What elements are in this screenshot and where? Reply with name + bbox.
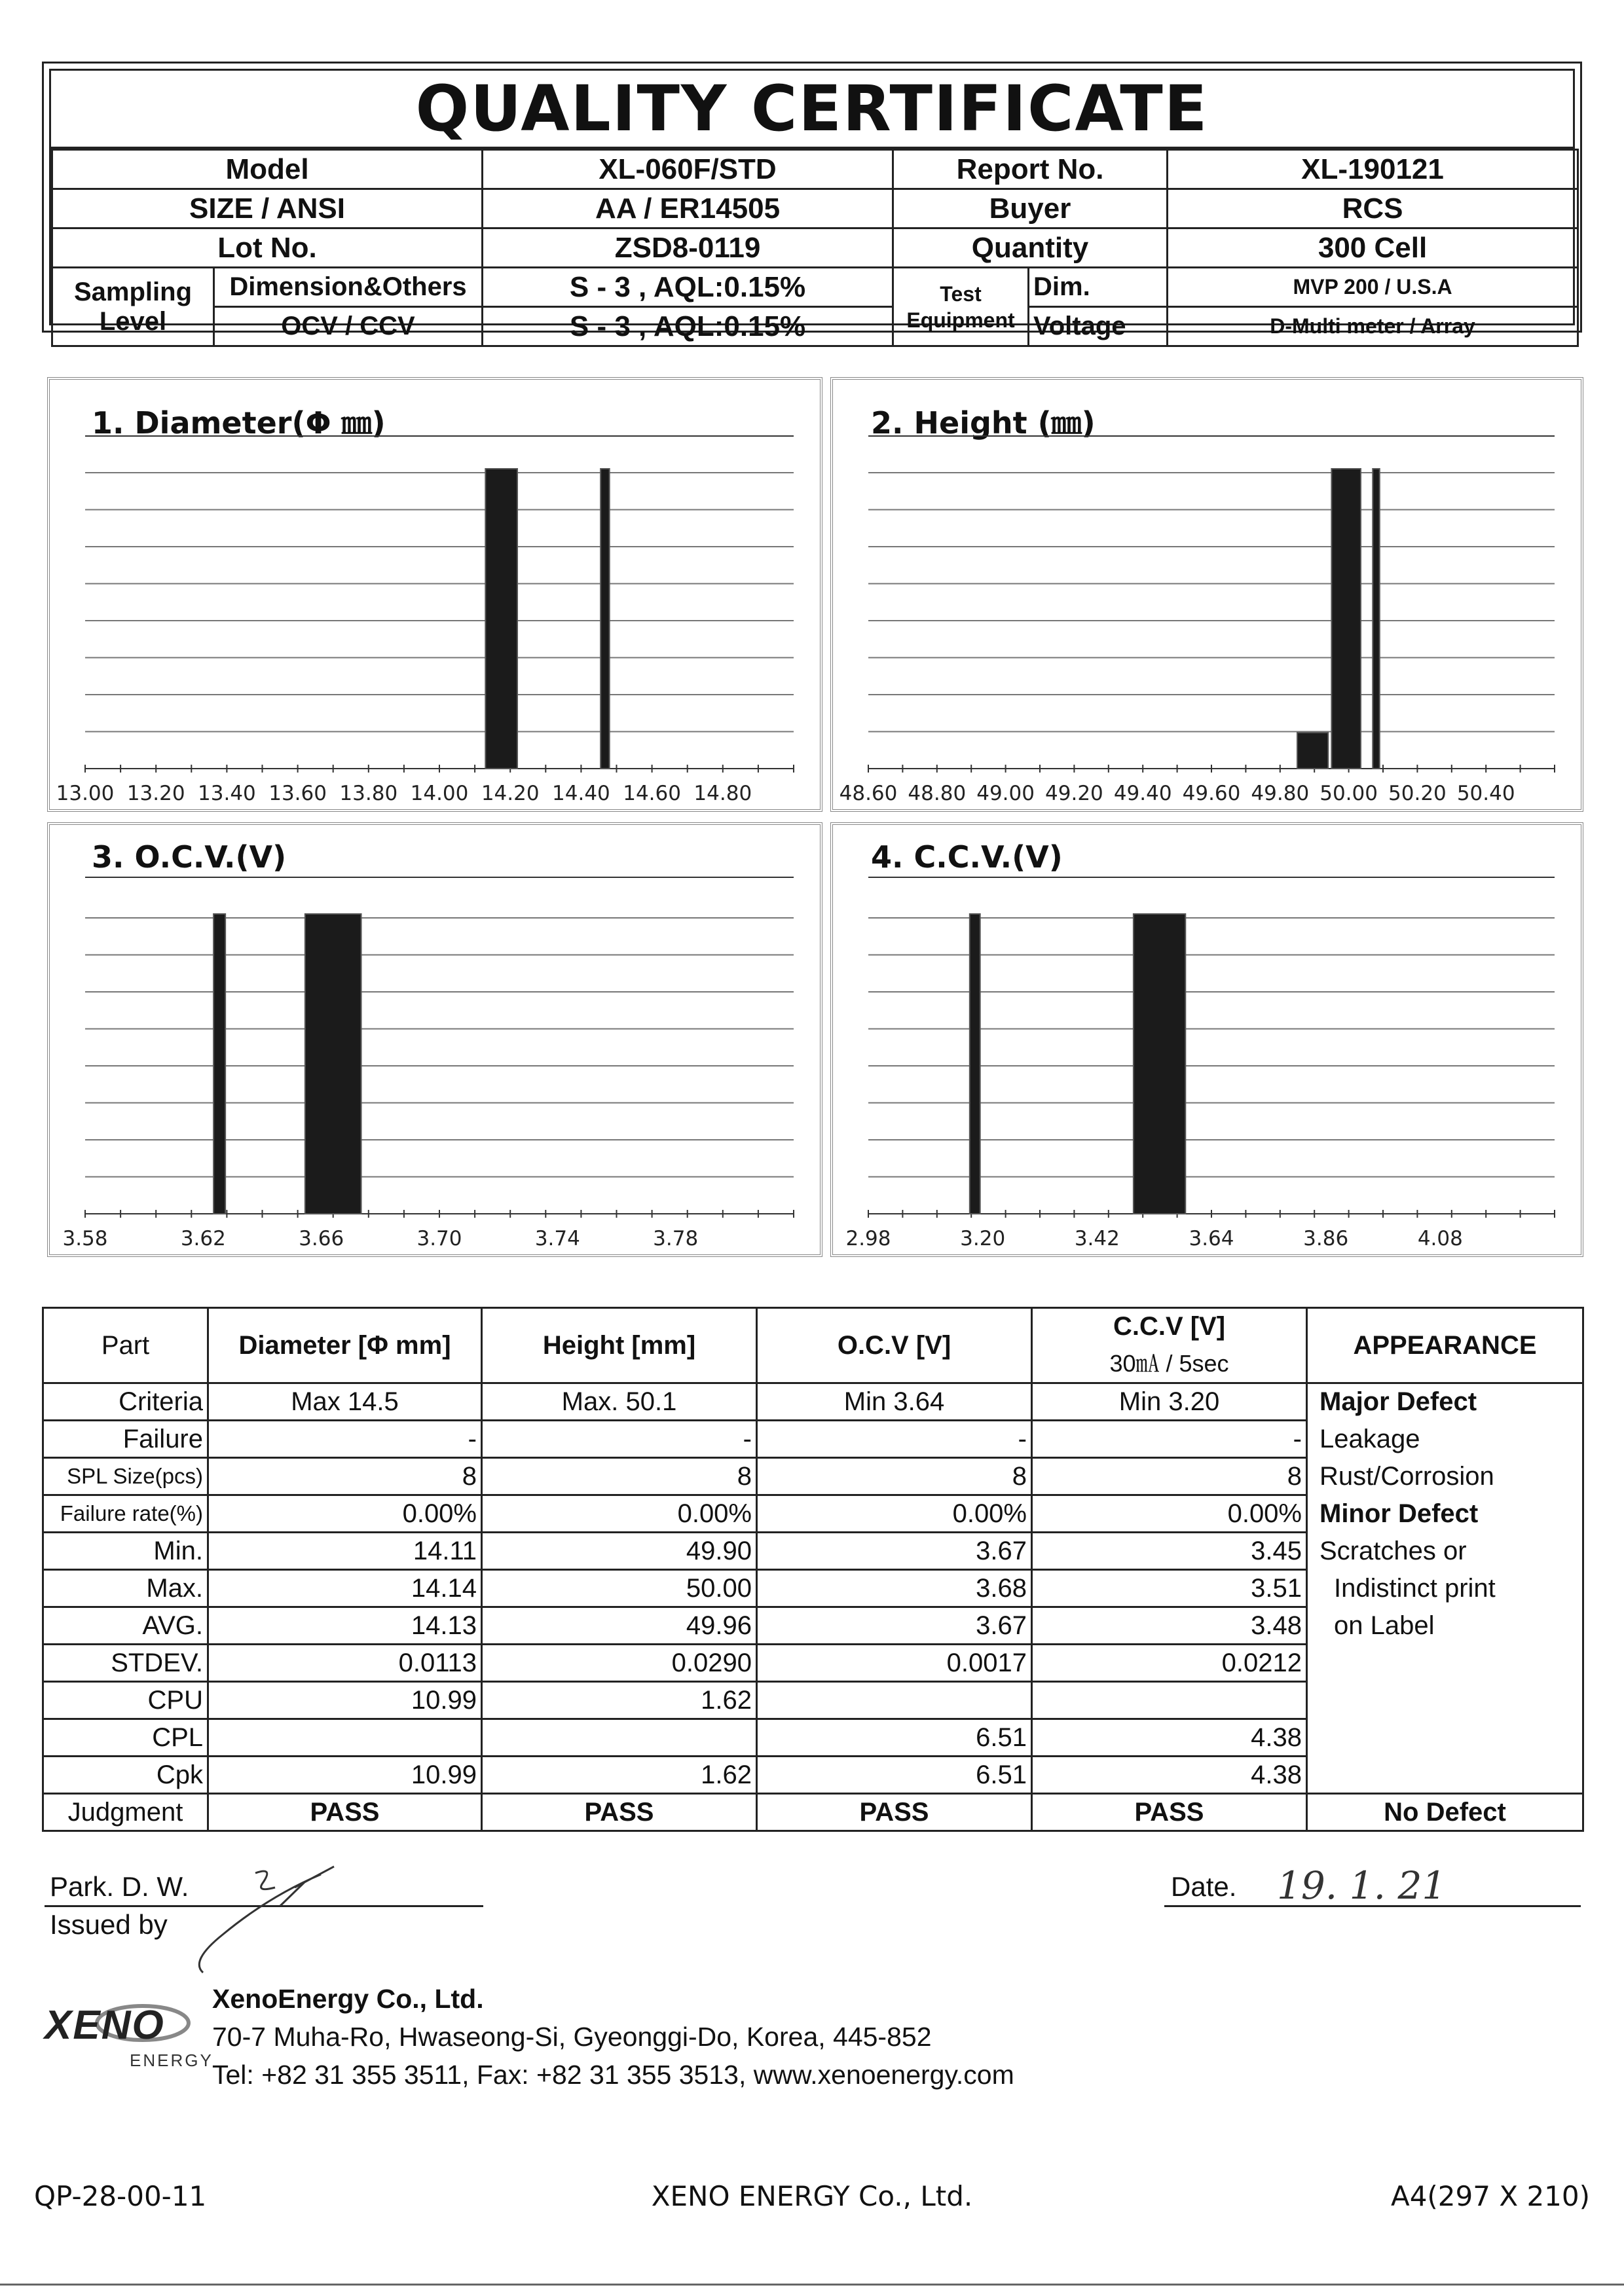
ocv-cell: 8 (757, 1458, 1032, 1495)
tick-label: 4.08 (1417, 1227, 1463, 1250)
dim-label: Dim. (1029, 268, 1168, 307)
height-cell: 8 (482, 1458, 757, 1495)
quantity-value: 300 Cell (1168, 228, 1578, 268)
table-row (43, 1421, 1583, 1458)
tick-label: 2.98 (845, 1227, 891, 1250)
tick-label: 3.78 (653, 1227, 699, 1250)
tick-label: 49.20 (1045, 782, 1103, 805)
histogram-bar (600, 469, 610, 769)
results-body (43, 1383, 1583, 1831)
tick-label: 49.80 (1251, 782, 1310, 805)
row-label: Failure rate(%) (43, 1495, 208, 1533)
row-label: Min. (43, 1533, 208, 1570)
diameter-cell: PASS (208, 1794, 482, 1831)
ccv-cell: 4.38 (1032, 1719, 1307, 1757)
tick-label: 49.00 (976, 782, 1035, 805)
row-label: CPL (43, 1719, 208, 1757)
height-cell: PASS (482, 1794, 757, 1831)
diameter-cell: 0.00% (208, 1495, 482, 1533)
table-row (43, 1719, 1583, 1757)
tick-label: 14.80 (693, 782, 752, 805)
ocv-cell: PASS (757, 1794, 1032, 1831)
row-label: AVG. (43, 1607, 208, 1645)
report-no-label: Report No. (893, 150, 1168, 189)
height-chart (830, 377, 1583, 812)
diameter-cell: 14.14 (208, 1570, 482, 1607)
ccv-cell: 0.0212 (1032, 1645, 1307, 1682)
ccv-cell: - (1032, 1421, 1307, 1458)
lot-value: ZSD8-0119 (483, 228, 893, 268)
table-row (43, 1757, 1583, 1794)
table-row (43, 1607, 1583, 1645)
table-row (43, 1794, 1583, 1831)
table-row (43, 1533, 1583, 1570)
appearance-blank (1307, 1682, 1583, 1719)
appearance-line: on Label (1307, 1607, 1583, 1645)
ccv-cell: 0.00% (1032, 1495, 1307, 1533)
height-chart-plot (833, 380, 1581, 809)
tick-label: 3.58 (62, 1227, 108, 1250)
ccv-cell: 4.38 (1032, 1757, 1307, 1794)
part-header: Part (43, 1308, 208, 1383)
ccv-header (1032, 1308, 1307, 1383)
tick-label: 14.40 (552, 782, 610, 805)
company-contact: Tel: +82 31 355 3511, Fax: +82 31 355 3513, www.xenoenergy.com (212, 2060, 1014, 2090)
tick-label: 49.40 (1113, 782, 1172, 805)
ccv-header-title: C.C.V [V] (1113, 1312, 1226, 1341)
height-cell: 0.00% (482, 1495, 757, 1533)
tick-label: 3.20 (960, 1227, 1006, 1250)
buyer-label: Buyer (893, 189, 1168, 228)
results-table (42, 1307, 1584, 1832)
certificate-header (42, 62, 1582, 342)
appearance-blank (1307, 1645, 1583, 1682)
size-label: SIZE / ANSI (52, 189, 483, 228)
tick-label: 3.74 (534, 1227, 580, 1250)
diameter-cell: 10.99 (208, 1757, 482, 1794)
ocv-cell: 3.67 (757, 1607, 1032, 1645)
appearance-line: Indistinct print (1307, 1570, 1583, 1607)
paper-size: A4(297 X 210) (1390, 2180, 1590, 2212)
histogram-bar (970, 914, 980, 1214)
diameter-cell (208, 1719, 482, 1757)
tick-label: 3.70 (416, 1227, 462, 1250)
histogram-bar (1331, 469, 1361, 769)
appearance-line: Scratches or (1307, 1533, 1583, 1570)
table-row (43, 1383, 1583, 1421)
ocv-cell: Min 3.64 (757, 1383, 1032, 1421)
chart-title: 3. O.C.V.(V) (92, 839, 287, 875)
histogram-bar (213, 914, 225, 1214)
ccv-cell: 3.45 (1032, 1533, 1307, 1570)
header-inner-frame (49, 69, 1575, 342)
diameter-cell: 0.0113 (208, 1645, 482, 1682)
chart-title: 1. Diameter(Φ ㎜) (92, 405, 386, 441)
model-value: XL-060F/STD (483, 150, 893, 189)
ocv-cell (757, 1682, 1032, 1719)
height-cell: - (482, 1421, 757, 1458)
height-cell: Max. 50.1 (482, 1383, 757, 1421)
histogram-bar (1134, 914, 1185, 1214)
ccv-chart (830, 822, 1583, 1257)
diameter-cell: 8 (208, 1458, 482, 1495)
date-line (1164, 1905, 1581, 1907)
height-header: Height [mm] (482, 1308, 757, 1383)
ocv-ccv-label: OCV / CCV (214, 307, 483, 346)
tick-label: 13.00 (56, 782, 115, 805)
logo-subtext: ENERGY (130, 2050, 213, 2070)
height-cell (482, 1719, 757, 1757)
ccv-header-condition: 30㎃ / 5sec (1109, 1350, 1229, 1377)
appearance-blank (1307, 1757, 1583, 1794)
results-header-row (43, 1308, 1583, 1383)
row-label: SPL Size(pcs) (43, 1458, 208, 1495)
histogram-bar (1373, 469, 1379, 769)
voltage-label: Voltage (1029, 307, 1168, 346)
tick-label: 50.20 (1388, 782, 1447, 805)
ccv-cell: Min 3.20 (1032, 1383, 1307, 1421)
appearance-line: Leakage (1307, 1421, 1583, 1458)
diameter-chart (47, 377, 822, 812)
ocv-cell: - (757, 1421, 1032, 1458)
dimension-value: S - 3 , AQL:0.15% (483, 268, 893, 307)
company-name: XenoEnergy Co., Ltd. (212, 1984, 484, 2014)
diameter-cell: - (208, 1421, 482, 1458)
height-cell: 49.96 (482, 1607, 757, 1645)
table-row (43, 1495, 1583, 1533)
appearance-line: Rust/Corrosion (1307, 1458, 1583, 1495)
table-row (43, 1458, 1583, 1495)
height-cell: 0.0290 (482, 1645, 757, 1682)
tick-label: 48.60 (839, 782, 898, 805)
tick-label: 14.00 (410, 782, 469, 805)
table-row (43, 1570, 1583, 1607)
appearance-judgment: No Defect (1307, 1794, 1583, 1831)
tick-label: 48.80 (908, 782, 967, 805)
ocv-cell: 0.0017 (757, 1645, 1032, 1682)
ccv-cell: 3.51 (1032, 1570, 1307, 1607)
ocv-cell: 3.68 (757, 1570, 1032, 1607)
test-label: Test (940, 282, 982, 306)
table-row (43, 1682, 1583, 1719)
row-label: Failure (43, 1421, 208, 1458)
diameter-header: Diameter [Φ mm] (208, 1308, 482, 1383)
appearance-line: Major Defect (1307, 1383, 1583, 1421)
signer-name: Park. D. W. (50, 1871, 189, 1902)
ocv-cell: 6.51 (757, 1757, 1032, 1794)
tick-label: 13.20 (126, 782, 185, 805)
tick-label: 50.00 (1320, 782, 1378, 805)
ocv-chart-plot (50, 825, 820, 1254)
row-label: Criteria (43, 1383, 208, 1421)
dim-equipment-value: MVP 200 / U.S.A (1168, 268, 1578, 307)
issued-by-label: Issued by (50, 1909, 168, 1940)
level-label: Level (99, 306, 167, 336)
voltage-equipment-value: D-Multi meter / Array (1168, 307, 1578, 346)
report-no-value: XL-190121 (1168, 150, 1578, 189)
tick-label: 3.62 (180, 1227, 226, 1250)
ccv-cell: 8 (1032, 1458, 1307, 1495)
table-row (43, 1645, 1583, 1682)
footer-rule (0, 2284, 1624, 2286)
xeno-energy-logo (45, 1997, 213, 2075)
ocv-cell: 0.00% (757, 1495, 1032, 1533)
tick-label: 13.40 (198, 782, 256, 805)
height-cell: 49.90 (482, 1533, 757, 1570)
row-label: CPU (43, 1682, 208, 1719)
histogram-bar (305, 914, 361, 1214)
doc-code: QP-28-00-11 (34, 2180, 207, 2212)
ocv-cell: 6.51 (757, 1719, 1032, 1757)
test-equipment-label (893, 268, 1029, 346)
tick-label: 14.20 (481, 782, 540, 805)
date-label: Date. (1171, 1871, 1237, 1902)
ccv-chart-plot (833, 825, 1581, 1254)
ocv-ccv-value: S - 3 , AQL:0.15% (483, 307, 893, 346)
buyer-value: RCS (1168, 189, 1578, 228)
company-address: 70-7 Muha-Ro, Hwaseong-Si, Gyeonggi-Do, Korea, 445-852 (212, 2022, 932, 2052)
tick-label: 3.64 (1189, 1227, 1234, 1250)
sampling-level-label (52, 268, 214, 346)
certificate-title: QUALITY CERTIFICATE (51, 71, 1573, 149)
chart-title: 2. Height (㎜) (871, 405, 1096, 441)
histogram-bar (485, 469, 517, 769)
tick-label: 13.80 (339, 782, 398, 805)
ocv-header: O.C.V [V] (757, 1308, 1032, 1383)
diameter-chart-plot (50, 380, 820, 809)
height-cell: 1.62 (482, 1757, 757, 1794)
appearance-header: APPEARANCE (1307, 1308, 1583, 1383)
height-cell: 50.00 (482, 1570, 757, 1607)
header-info-table (51, 149, 1579, 347)
histogram-bar (1297, 733, 1328, 769)
tick-label: 3.86 (1303, 1227, 1349, 1250)
height-cell: 1.62 (482, 1682, 757, 1719)
diameter-cell: 14.11 (208, 1533, 482, 1570)
model-label: Model (52, 150, 483, 189)
appearance-line: Minor Defect (1307, 1495, 1583, 1533)
row-label: Judgment (43, 1794, 208, 1831)
equipment-label: Equipment (906, 308, 1015, 332)
date-value: 19. 1. 21 (1277, 1863, 1447, 1908)
ccv-cell: 3.48 (1032, 1607, 1307, 1645)
appearance-blank (1307, 1719, 1583, 1757)
ocv-cell: 3.67 (757, 1533, 1032, 1570)
logo-text: XENO (45, 2003, 165, 2048)
handwritten-signature (164, 1856, 373, 1980)
tick-label: 50.40 (1456, 782, 1515, 805)
diameter-cell: Max 14.5 (208, 1383, 482, 1421)
diameter-cell: 10.99 (208, 1682, 482, 1719)
row-label: STDEV. (43, 1645, 208, 1682)
dimension-label: Dimension&Others (214, 268, 483, 307)
row-label: Max. (43, 1570, 208, 1607)
lot-label: Lot No. (52, 228, 483, 268)
ocv-chart (47, 822, 822, 1257)
tick-label: 3.42 (1074, 1227, 1120, 1250)
tick-label: 13.60 (268, 782, 327, 805)
chart-title: 4. C.C.V.(V) (871, 839, 1063, 875)
ccv-cell: PASS (1032, 1794, 1307, 1831)
size-value: AA / ER14505 (483, 189, 893, 228)
footer-company: XENO ENERGY Co., Ltd. (651, 2180, 973, 2212)
ccv-cell (1032, 1682, 1307, 1719)
diameter-cell: 14.13 (208, 1607, 482, 1645)
sampling-label: Sampling (73, 277, 193, 306)
quantity-label: Quantity (893, 228, 1168, 268)
tick-label: 49.60 (1182, 782, 1241, 805)
tick-label: 14.60 (623, 782, 681, 805)
row-label: Cpk (43, 1757, 208, 1794)
tick-label: 3.66 (299, 1227, 344, 1250)
